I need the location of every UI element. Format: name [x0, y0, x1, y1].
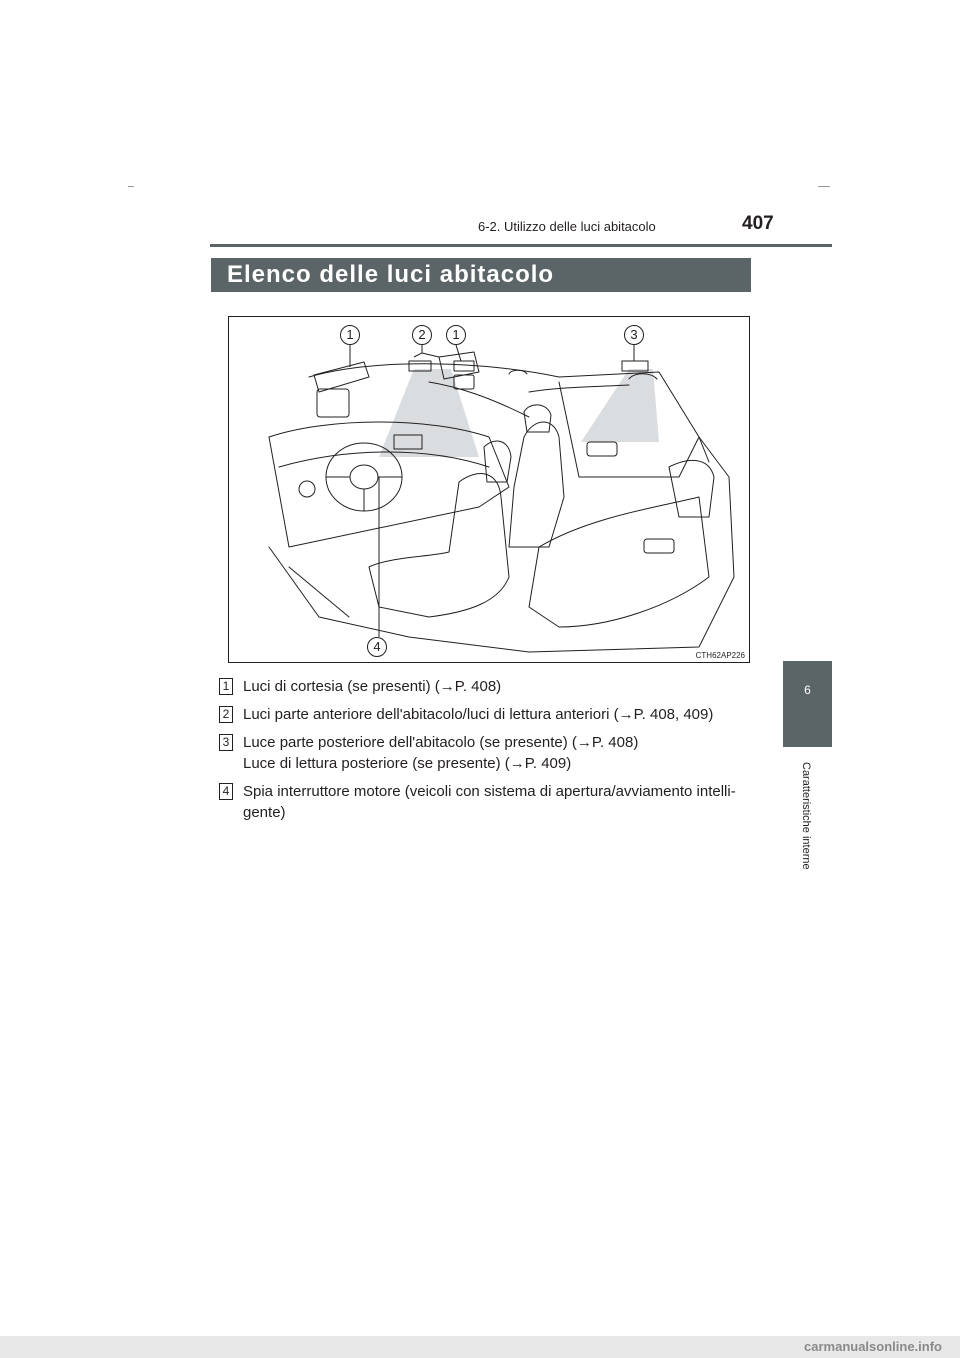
front-lamp-right — [454, 361, 474, 371]
callout-2: 2 — [412, 325, 432, 345]
legend-text: Luci di cortesia (se presenti) (→P. 408) — [243, 678, 502, 695]
legend-text: Spia interruttore motore (veicoli con sistema di apertura/avviamento intelli- — [243, 783, 736, 800]
car-interior-illustration — [229, 317, 750, 663]
legend-item — [219, 781, 759, 823]
rear-console-cup-holder — [644, 539, 674, 553]
header-rule — [210, 244, 832, 247]
legend-list — [219, 676, 759, 823]
chapter-label: Caratteristiche interne — [800, 762, 812, 870]
legend-number-box: 3 — [219, 734, 233, 751]
footer-watermark-bar — [0, 1336, 960, 1358]
crop-mark-left — [128, 186, 134, 187]
legend-item — [219, 704, 759, 725]
interior-lights-figure — [228, 316, 750, 663]
legend-item — [219, 676, 759, 697]
callout-4: 4 — [367, 637, 387, 657]
rear-light-beam — [581, 369, 659, 442]
legend-number-box: 4 — [219, 783, 233, 800]
callout-1-left: 1 — [340, 325, 360, 345]
right-vanity-mirror — [454, 375, 474, 389]
page-number: 407 — [742, 213, 774, 234]
crop-mark-right — [818, 186, 830, 187]
driver-seat — [369, 474, 509, 617]
left-sun-visor — [314, 362, 369, 392]
legend-text: Luce di lettura posteriore (se presente) (→P. 409) — [243, 755, 572, 772]
legend-text: Luci parte anteriore dell'abitacolo/luci di lettura anteriori (→P. 408, 409) — [243, 706, 714, 723]
header-section: 6-2. Utilizzo delle luci abitacolo — [478, 219, 656, 234]
legend-text: gente) — [243, 804, 286, 821]
footer-site-watermark[interactable]: carmanualsonline.info — [804, 1339, 942, 1354]
legend-text: Luce parte posteriore dell'abitacolo (se presente) (→P. 408) — [243, 734, 639, 751]
legend-item — [219, 732, 759, 774]
passenger-seat — [509, 422, 564, 547]
left-vent — [299, 481, 315, 497]
figure-code: CTH62AP226 — [695, 651, 745, 660]
chapter-tab[interactable]: 6 — [783, 661, 832, 747]
legend-number-box: 2 — [219, 706, 233, 723]
legend-number-box: 1 — [219, 678, 233, 695]
callout-1-right: 1 — [446, 325, 466, 345]
section-title: Elenco delle luci abitacolo — [211, 258, 751, 292]
left-vanity-mirror — [317, 389, 349, 417]
callout-3: 3 — [624, 325, 644, 345]
